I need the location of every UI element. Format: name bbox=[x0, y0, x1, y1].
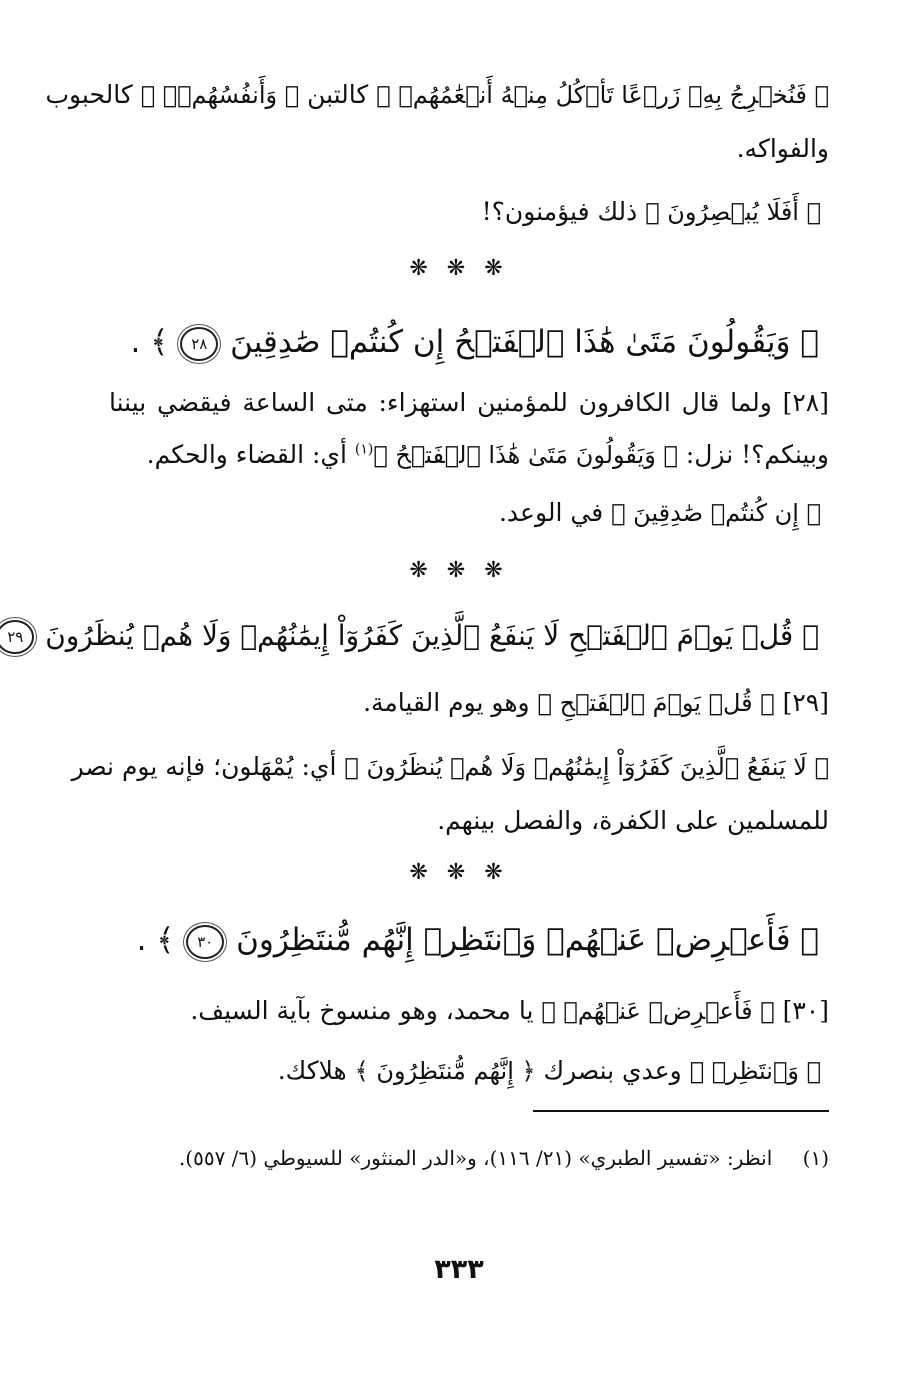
footnote-divider bbox=[534, 1110, 830, 1112]
commentary-text: كالحبوب bbox=[46, 80, 134, 109]
tafsir-28-line-2 bbox=[110, 438, 830, 472]
commentary-text: وبينكم؟! نزل: bbox=[686, 440, 830, 469]
commentary-text: في الوعد. bbox=[499, 498, 605, 527]
tafsir-28-line-1 bbox=[110, 386, 830, 420]
verse-text: ﴿ قُلۡ يَوۡمَ ٱلۡفَتۡحِ لَا يَنفَعُ ٱلَّذِينَ كَفَرُوٓاْ إِيمَٰنُهُمۡ وَلَا هُمۡ يُنظَرُونَ bbox=[46, 619, 820, 652]
tafsir-29-line-3 bbox=[110, 804, 830, 838]
quran-verse: ﴿ وَٱنتَظِرۡ ﴾ bbox=[690, 1057, 822, 1085]
ayah-number-marker: ٣٠ bbox=[187, 925, 225, 959]
footnote-text: انظر: «تفسير الطبري» (٢١/ ١١٦)، و«الدر المنثور» للسيوطي (٦/ ٥٥٧). bbox=[179, 1146, 774, 1170]
quran-verse: ﴿ لَا يَنفَعُ ٱلَّذِينَ كَفَرُوٓاْ إِيمَٰنُهُمۡ وَلَا هُمۡ يُنظَرُونَ ﴾ bbox=[345, 753, 830, 781]
verse-text: ﴿ فَأَعۡرِضۡ عَنۡهُمۡ وَٱنتَظِرۡ إِنَّهُم مُّنتَظِرُونَ bbox=[237, 922, 820, 958]
text-line-2 bbox=[110, 132, 830, 166]
section-separator: ❋ ❋ ❋ bbox=[410, 256, 510, 281]
quran-verse-30 bbox=[120, 918, 820, 962]
commentary-text: وهو يوم القيامة. bbox=[364, 688, 531, 717]
footnote-number: (١) bbox=[803, 1146, 830, 1170]
commentary-text: ذلك فيؤمنون؟! bbox=[482, 197, 639, 226]
tafsir-30-line-2 bbox=[102, 1054, 822, 1088]
tafsir-29-line-2 bbox=[72, 750, 830, 784]
verse-text: ﴿ وَيَقُولُونَ مَتَىٰ هَٰذَا ٱلۡفَتۡحُ إِن كُنتُمۡ صَٰدِقِينَ bbox=[231, 324, 820, 360]
quran-verse: ﴿ فَنُخۡرِجُ بِهِۦ زَرۡعًا تَأۡكُلُ مِنۡهُ أَنۡعَٰمُهُمۡ ﴾ bbox=[377, 81, 830, 109]
commentary-text: [٢٨] ولما قال الكافرون للمؤمنين استهزاء: متى الساعة فيقضي بيننا bbox=[110, 388, 830, 417]
verse-closing: ﴾ . bbox=[137, 922, 176, 958]
quran-verse: ﴿ إِن كُنتُمۡ صَٰدِقِينَ ﴾ bbox=[612, 499, 822, 527]
commentary-text: هلاكك. bbox=[278, 1056, 348, 1085]
text-line-1 bbox=[46, 78, 830, 112]
quran-verse: ﴿ أَفَلَا يُبۡصِرُونَ ﴾ bbox=[646, 198, 822, 226]
commentary-text: أي: القضاء والحكم. bbox=[147, 440, 348, 469]
ayah-number-marker: ٢٨ bbox=[181, 327, 219, 361]
tafsir-29-line-1 bbox=[110, 686, 830, 720]
commentary-text: والفواكه. bbox=[737, 134, 830, 163]
commentary-text: يا محمد، وهو منسوخ بآية السيف. bbox=[191, 996, 535, 1025]
quran-verse: ﴿ وَيَقُولُونَ مَتَىٰ هَٰذَا ٱلۡفَتۡحُ ﴾ bbox=[374, 441, 679, 469]
quran-verse-28 bbox=[120, 320, 820, 364]
page-number: ٣٣٣ bbox=[435, 1254, 485, 1285]
quran-verse: ﴿ فَأَعۡرِضۡ عَنۡهُمۡ ﴾ bbox=[542, 997, 776, 1025]
verse-closing: ﴾ . bbox=[131, 324, 170, 360]
verse-number: [٣٠] bbox=[783, 996, 830, 1025]
commentary-text: وعدي بنصرك bbox=[544, 1056, 683, 1085]
section-separator: ❋ ❋ ❋ bbox=[410, 860, 510, 885]
section-separator: ❋ ❋ ❋ bbox=[410, 558, 510, 583]
quran-verse: ﴿ إِنَّهُم مُّنتَظِرُونَ ﴾ bbox=[355, 1057, 537, 1085]
quran-verse: ﴿ قُلۡ يَوۡمَ ٱلۡفَتۡحِ ﴾ bbox=[538, 689, 776, 717]
commentary-text: أي: يُمْهَلون؛ فإنه يوم نصر bbox=[72, 752, 338, 781]
tafsir-28-line-3 bbox=[102, 496, 822, 530]
footnote-reference: (١) bbox=[355, 441, 375, 458]
quran-verse: ﴿ وَأَنفُسُهُمۡۚ ﴾ bbox=[141, 81, 301, 109]
text-line-3 bbox=[102, 195, 822, 229]
ayah-number-marker: ٢٩ bbox=[0, 620, 35, 654]
quran-verse-29 bbox=[8, 614, 820, 658]
verse-number: [٢٩] bbox=[783, 688, 830, 717]
commentary-text: كالتبن bbox=[308, 80, 370, 109]
tafsir-30-line-1 bbox=[110, 994, 830, 1028]
commentary-text: للمسلمين على الكفرة، والفصل بينهم. bbox=[438, 806, 830, 835]
footnote bbox=[110, 1144, 830, 1172]
